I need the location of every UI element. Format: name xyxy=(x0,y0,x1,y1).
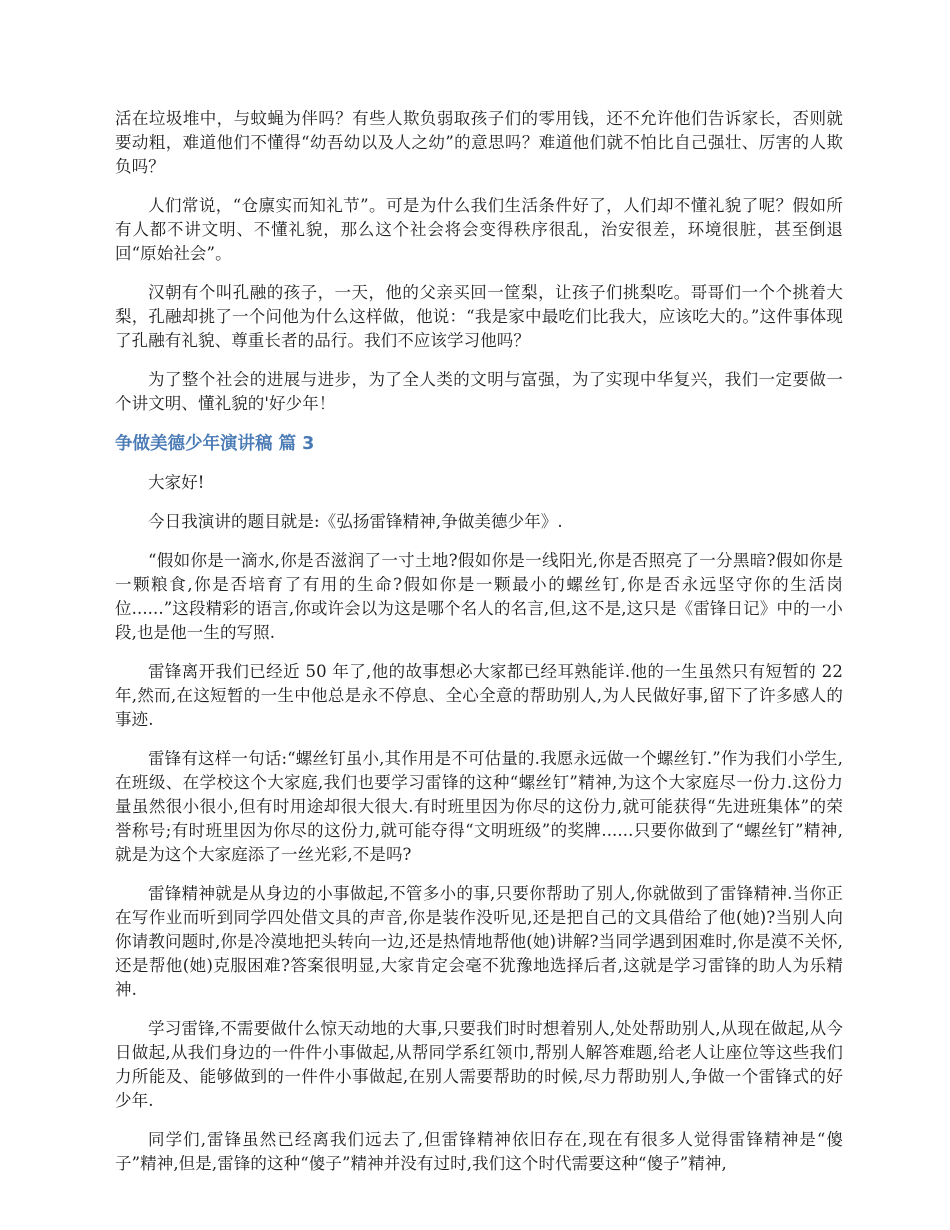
paragraph: 活在垃圾堆中，与蚊蝇为伴吗？有些人欺负弱取孩子们的零用钱，还不允许他们告诉家长，否则就要动粗，难道他们不懂得“幼吾幼以及人之幼”的意思吗？难道他们就不怕比自己强壮、厉害的人欺负吗？ xyxy=(115,109,843,176)
paragraph: 为了整个社会的进展与进步，为了全人类的文明与富强，为了实现中华复兴，我们一定要做一个讲文明、懂礼貌的'好少年！ xyxy=(115,370,843,413)
paragraph: 雷锋离开我们已经近 50 年了,他的故事想必大家都已经耳熟能详.他的一生虽然只有短暂的 22 年,然而,在这短暂的一生中他总是永不停息、全心全意的帮助别人,为人民做好事,留下了许多感人的事迹. xyxy=(115,662,843,729)
paragraph: 人们常说，“仓廪实而知礼节”。可是为什么我们生活条件好了，人们却不懂礼貌了呢？假如所有人都不讲文明、不懂礼貌，那么这个社会将会变得秩序很乱，治安很差，环境很脏，甚至倒退回“原始社会”。 xyxy=(115,196,843,263)
paragraph: 大家好! xyxy=(148,473,205,492)
paragraph: “假如你是一滴水,你是否滋润了一寸土地?假如你是一线阳光,你是否照亮了一分黑暗?假如你是一颗粮食,你是否培育了有用的生命?假如你是一颗最小的螺丝钉,你是否永远坚守你的生活岗位......”这段精彩的语言,你或许会以为这是哪个名人的名言,但,这不是,这只是《雷锋日记》中的一小段,也是他一生的写照. xyxy=(115,551,843,642)
section-heading: 争做美德少年演讲稿 篇 3 xyxy=(115,434,315,454)
paragraph: 雷锋精神就是从身边的小事做起,不管多小的事,只要你帮助了别人,你就做到了雷锋精神.当你正在写作业而听到同学四处借文具的声音,你是装作没听见,还是把自己的文具借给了他(她)?当别人向你请教问题时,你是冷漠地把头转向一边,还是热情地帮他(她)讲解?当同学遇到困难时,你是漠不关怀,还是帮他(她)克服困难?答案很明显,大家肯定会毫不犹豫地选择后者,这就是学习雷锋的助人为乐精神. xyxy=(115,884,843,999)
paragraph: 汉朝有个叫孔融的孩子，一天，他的父亲买回一筐梨，让孩子们挑梨吃。哥哥们一个个挑着大梨，孔融却挑了一个问他为什么这样做，他说：“我是家中最吃们比我大，应该吃大的。”这件事体现了孔融有礼貌、尊重长者的品行。我们不应该学习他吗？ xyxy=(115,283,843,350)
paragraph: 学习雷锋,不需要做什么惊天动地的大事,只要我们时时想着别人,处处帮助别人,从现在做起,从今日做起,从我们身边的一件件小事做起,从帮同学系红领巾,帮别人解答难题,给老人让座位等这些我们力所能及、能够做到的一件件小事做起,在别人需要帮助的时候,尽力帮助别人,争做一个雷锋式的好少年. xyxy=(115,1019,843,1110)
paragraph: 同学们,雷锋虽然已经离我们远去了,但雷锋精神依旧存在,现在有很多人觉得雷锋精神是“傻子”精神,但是,雷锋的这种“傻子”精神并没有过时,我们这个时代需要这种“傻子”精神, xyxy=(115,1130,843,1173)
paragraph: 雷锋有这样一句话:“螺丝钉虽小,其作用是不可估量的.我愿永远做一个螺丝钉.”作为我们小学生,在班级、在学校这个大家庭,我们也要学习雷锋的这种“螺丝钉”精神,为这个大家庭尽一份力.这份力量虽然很小很小,但有时用途却很大很大.有时班里因为你尽的这份力,就可能获得“先进班集体”的荣誉称号;有时班里因为你尽的这份力,就可能夺得“文明班级”的奖牌......只要你做到了“螺丝钉”精神,就是为这个大家庭添了一丝光彩,不是吗? xyxy=(115,749,843,864)
document-page xyxy=(115,107,843,1191)
paragraph: 今日我演讲的题目就是:《弘扬雷锋精神,争做美德少年》. xyxy=(148,512,563,531)
